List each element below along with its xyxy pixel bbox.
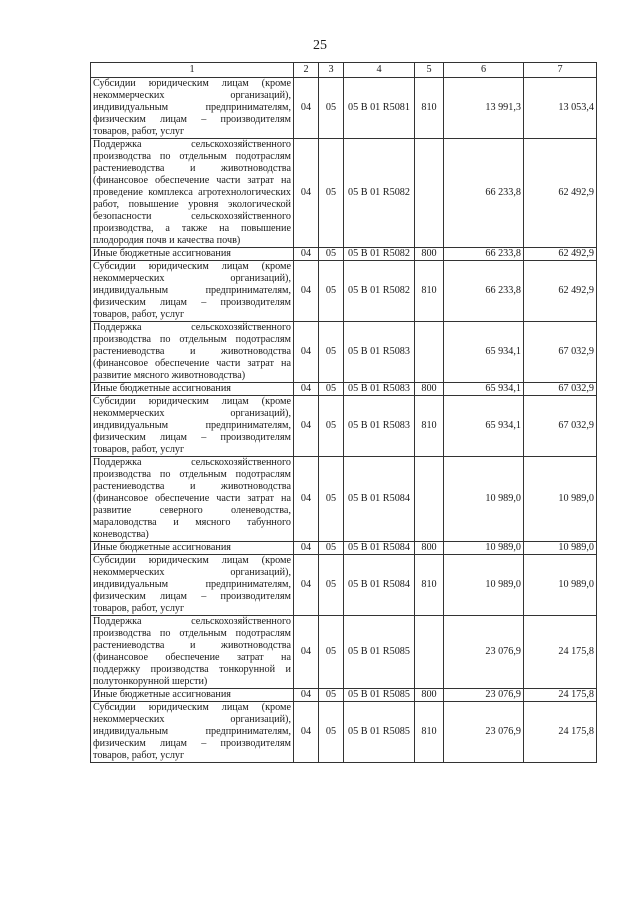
amount-year1-cell: 65 934,1 xyxy=(444,383,524,396)
target-article-cell: 05 В 01 R5082 xyxy=(344,248,415,261)
amount-year2-cell: 10 989,0 xyxy=(524,457,597,542)
amount-year1-cell: 10 989,0 xyxy=(444,457,524,542)
amount-year1-cell: 23 076,9 xyxy=(444,616,524,689)
row-name-cell: Поддержка сельскохозяйственного производства по отдельным подотраслям растениеводства и животноводства (финансовое обеспечение части затрат на развитие мясного животноводства) xyxy=(91,322,294,383)
column-header: 1 xyxy=(91,63,294,78)
subsection-code-cell: 05 xyxy=(319,396,344,457)
column-header: 5 xyxy=(415,63,444,78)
expense-type-cell: 810 xyxy=(415,702,444,763)
column-header: 3 xyxy=(319,63,344,78)
table-row xyxy=(91,542,597,555)
row-name-cell: Иные бюджетные ассигнования xyxy=(91,689,294,702)
expense-type-cell xyxy=(415,139,444,248)
target-article-cell: 05 В 01 R5082 xyxy=(344,139,415,248)
section-code-cell: 04 xyxy=(294,248,319,261)
subsection-code-cell: 05 xyxy=(319,702,344,763)
table-row xyxy=(91,396,597,457)
section-code-cell: 04 xyxy=(294,457,319,542)
section-code-cell: 04 xyxy=(294,322,319,383)
amount-year1-cell: 65 934,1 xyxy=(444,322,524,383)
subsection-code-cell: 05 xyxy=(319,261,344,322)
amount-year1-cell: 66 233,8 xyxy=(444,248,524,261)
subsection-code-cell: 05 xyxy=(319,78,344,139)
target-article-cell: 05 В 01 R5081 xyxy=(344,78,415,139)
amount-year1-cell: 65 934,1 xyxy=(444,396,524,457)
table-row xyxy=(91,702,597,763)
amount-year1-cell: 13 991,3 xyxy=(444,78,524,139)
subsection-code-cell: 05 xyxy=(319,383,344,396)
table-row xyxy=(91,383,597,396)
amount-year1-cell: 66 233,8 xyxy=(444,261,524,322)
row-name-cell: Поддержка сельскохозяйственного производства по отдельным подотраслям растениеводства и животноводства (финансовое обеспечение части затрат на развитие северного оленеводства, мараловодства и мясного табунного коневодства) xyxy=(91,457,294,542)
table-row xyxy=(91,248,597,261)
table-row xyxy=(91,261,597,322)
expense-type-cell: 800 xyxy=(415,248,444,261)
target-article-cell: 05 В 01 R5083 xyxy=(344,322,415,383)
expense-type-cell: 810 xyxy=(415,78,444,139)
subsection-code-cell: 05 xyxy=(319,457,344,542)
section-code-cell: 04 xyxy=(294,555,319,616)
amount-year1-cell: 23 076,9 xyxy=(444,689,524,702)
table-row xyxy=(91,457,597,542)
amount-year2-cell: 67 032,9 xyxy=(524,396,597,457)
amount-year2-cell: 67 032,9 xyxy=(524,322,597,383)
expense-type-cell xyxy=(415,616,444,689)
column-header: 2 xyxy=(294,63,319,78)
subsection-code-cell: 05 xyxy=(319,542,344,555)
subsection-code-cell: 05 xyxy=(319,616,344,689)
target-article-cell: 05 В 01 R5085 xyxy=(344,689,415,702)
table-row xyxy=(91,555,597,616)
column-header: 6 xyxy=(444,63,524,78)
target-article-cell: 05 В 01 R5083 xyxy=(344,383,415,396)
table-row xyxy=(91,139,597,248)
expense-type-cell: 810 xyxy=(415,396,444,457)
amount-year2-cell: 13 053,4 xyxy=(524,78,597,139)
section-code-cell: 04 xyxy=(294,396,319,457)
amount-year1-cell: 66 233,8 xyxy=(444,139,524,248)
column-header: 7 xyxy=(524,63,597,78)
column-header: 4 xyxy=(344,63,415,78)
target-article-cell: 05 В 01 R5082 xyxy=(344,261,415,322)
subsection-code-cell: 05 xyxy=(319,689,344,702)
amount-year2-cell: 10 989,0 xyxy=(524,555,597,616)
amount-year1-cell: 10 989,0 xyxy=(444,555,524,616)
amount-year2-cell: 10 989,0 xyxy=(524,542,597,555)
amount-year2-cell: 24 175,8 xyxy=(524,702,597,763)
section-code-cell: 04 xyxy=(294,78,319,139)
row-name-cell: Иные бюджетные ассигнования xyxy=(91,248,294,261)
section-code-cell: 04 xyxy=(294,702,319,763)
table-row xyxy=(91,78,597,139)
subsection-code-cell: 05 xyxy=(319,322,344,383)
expense-type-cell: 810 xyxy=(415,555,444,616)
expense-type-cell: 800 xyxy=(415,383,444,396)
row-name-cell: Субсидии юридическим лицам (кроме некоммерческих организаций), индивидуальным предпринимателям, физическим лицам – производителям товаров, работ, услуг xyxy=(91,261,294,322)
row-name-cell: Субсидии юридическим лицам (кроме некоммерческих организаций), индивидуальным предпринимателям, физическим лицам – производителям товаров, работ, услуг xyxy=(91,78,294,139)
expense-type-cell xyxy=(415,457,444,542)
budget-table xyxy=(90,62,597,763)
target-article-cell: 05 В 01 R5084 xyxy=(344,457,415,542)
expense-type-cell xyxy=(415,322,444,383)
section-code-cell: 04 xyxy=(294,542,319,555)
subsection-code-cell: 05 xyxy=(319,555,344,616)
section-code-cell: 04 xyxy=(294,616,319,689)
target-article-cell: 05 В 01 R5085 xyxy=(344,616,415,689)
row-name-cell: Субсидии юридическим лицам (кроме некоммерческих организаций), индивидуальным предпринимателям, физическим лицам – производителям товаров, работ, услуг xyxy=(91,555,294,616)
row-name-cell: Поддержка сельскохозяйственного производства по отдельным подотраслям растениеводства и животноводства (финансовое обеспечение части затрат на проведение комплекса агротехнологических работ, повышение уровня экологической безопасности сельскохозяйственного производства, а также на повышение плодородия почв и качества почв) xyxy=(91,139,294,248)
amount-year2-cell: 24 175,8 xyxy=(524,689,597,702)
table-row xyxy=(91,689,597,702)
target-article-cell: 05 В 01 R5084 xyxy=(344,542,415,555)
table-row xyxy=(91,322,597,383)
amount-year2-cell: 67 032,9 xyxy=(524,383,597,396)
table-header-row xyxy=(91,63,597,78)
section-code-cell: 04 xyxy=(294,383,319,396)
target-article-cell: 05 В 01 R5085 xyxy=(344,702,415,763)
amount-year1-cell: 10 989,0 xyxy=(444,542,524,555)
subsection-code-cell: 05 xyxy=(319,139,344,248)
amount-year2-cell: 24 175,8 xyxy=(524,616,597,689)
amount-year2-cell: 62 492,9 xyxy=(524,248,597,261)
subsection-code-cell: 05 xyxy=(319,248,344,261)
section-code-cell: 04 xyxy=(294,689,319,702)
expense-type-cell: 810 xyxy=(415,261,444,322)
row-name-cell: Иные бюджетные ассигнования xyxy=(91,542,294,555)
amount-year2-cell: 62 492,9 xyxy=(524,261,597,322)
expense-type-cell: 800 xyxy=(415,542,444,555)
amount-year2-cell: 62 492,9 xyxy=(524,139,597,248)
expense-type-cell: 800 xyxy=(415,689,444,702)
section-code-cell: 04 xyxy=(294,261,319,322)
page-number: 25 xyxy=(313,38,327,53)
row-name-cell: Поддержка сельскохозяйственного производства по отдельным подотраслям растениеводства и животноводства (финансовое обеспечение затрат на поддержку производства тонкорунной и полутонкорунной шерсти) xyxy=(91,616,294,689)
target-article-cell: 05 В 01 R5083 xyxy=(344,396,415,457)
row-name-cell: Иные бюджетные ассигнования xyxy=(91,383,294,396)
target-article-cell: 05 В 01 R5084 xyxy=(344,555,415,616)
amount-year1-cell: 23 076,9 xyxy=(444,702,524,763)
row-name-cell: Субсидии юридическим лицам (кроме некоммерческих организаций), индивидуальным предпринимателям, физическим лицам – производителям товаров, работ, услуг xyxy=(91,396,294,457)
row-name-cell: Субсидии юридическим лицам (кроме некоммерческих организаций), индивидуальным предпринимателям, физическим лицам – производителям товаров, работ, услуг xyxy=(91,702,294,763)
table-row xyxy=(91,616,597,689)
section-code-cell: 04 xyxy=(294,139,319,248)
